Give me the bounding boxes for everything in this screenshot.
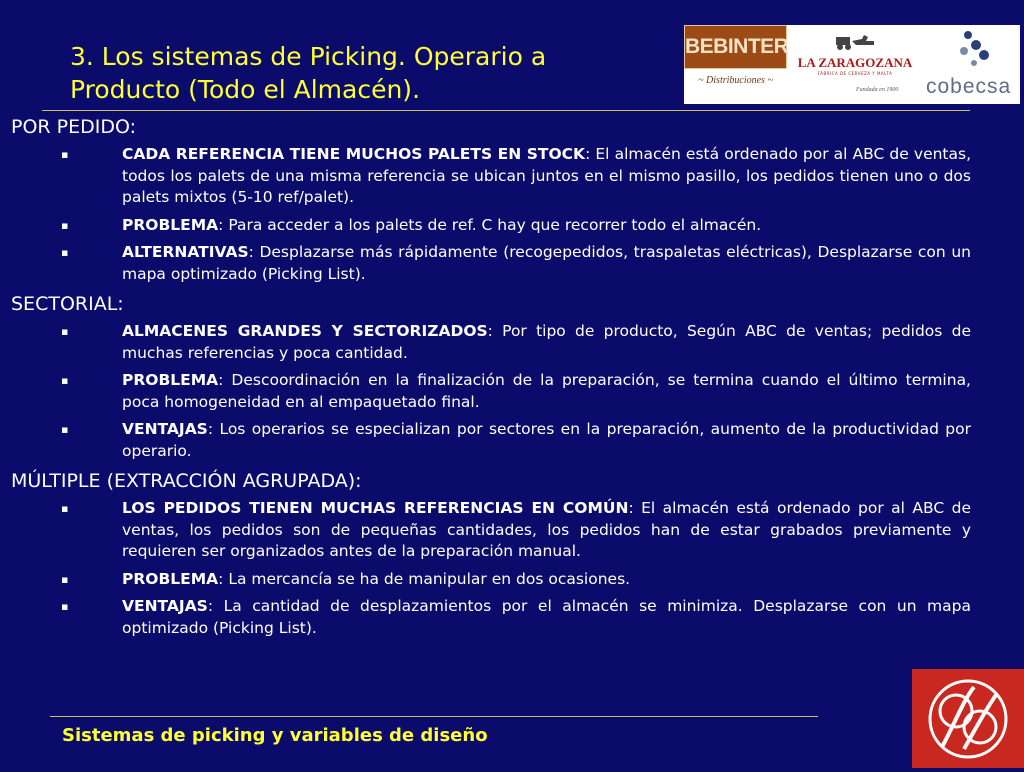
square-bullet-icon: ▪ (61, 600, 69, 613)
section-heading-suffix: : (129, 116, 137, 138)
bullet-text: : El almacén está ordenado por al ABC de ventas, todos los palets de una misma referencia se ubican juntos en el mismo pasillo, los pedidos tienen uno o dos palets mixtos (5-10 ref/palet). (122, 145, 972, 206)
horse-carriage-icon (834, 31, 878, 51)
bullet-lead: PROBLEMA (122, 215, 219, 234)
bullet-item (11, 242, 971, 285)
bebinter-logo (684, 25, 787, 104)
bullet-lead: ALTERNATIVAS (122, 243, 249, 261)
bullet-item (11, 569, 971, 591)
cobecsa-dots-icon (954, 29, 998, 73)
bullet-lead: VENTAJAS (122, 420, 208, 438)
section-heading (11, 468, 971, 494)
cobecsa-logo-name: cobecsa (926, 75, 1012, 98)
bullet-text: : La cantidad de desplazamientos por el almacén se minimiza. Desplazarse con un mapa optimizado (Picking List). (122, 597, 971, 637)
bullet-text: : El almacén está ordenado por al ABC de ventas, los pedidos son de pequeñas cantidades, los pedidos han de estar grabados previamente y requieren ser organizados antes de la preparación manual. (122, 499, 971, 560)
square-bullet-icon: ▪ (61, 502, 69, 515)
section-heading-suffix: : (355, 470, 362, 492)
square-bullet-icon: ▪ (61, 325, 69, 338)
cobecsa-logo (924, 25, 1020, 104)
la-zaragozana-logo-tagline: FÁBRICA DE CERVEZA Y MALTA (817, 71, 893, 76)
bullet-item (11, 419, 971, 462)
la-zaragozana-logo-script: Fundada en 1900 (856, 87, 899, 93)
section-heading (11, 291, 971, 317)
bullet-text: : Descoordinación en la finalización de la preparación, se termina cuando el último termina, poca homogeneidad en al empaquetado final. (122, 371, 971, 411)
bullet-item (11, 215, 971, 237)
bullet-lead: VENTAJAS (122, 597, 208, 615)
footer-divider (50, 716, 818, 717)
bullet-lead: LOS PEDIDOS TIENEN MUCHAS REFERENCIAS EN COMÚN (122, 499, 629, 517)
square-bullet-icon: ▪ (61, 148, 69, 161)
bullet-lead: PROBLEMA (122, 371, 219, 389)
monogram-graphic (912, 669, 1024, 768)
square-bullet-icon: ▪ (61, 374, 69, 387)
bullet-text: : Los operarios se especializan por sectores en la preparación, aumento de la productividad por operario. (122, 420, 971, 460)
section-heading-text: POR PEDIDO (11, 116, 130, 138)
slide-body (11, 114, 971, 645)
slide-title-line-1: 3. Los sistemas de Picking. Operario a (70, 42, 547, 71)
bullet-lead: ALMACENES GRANDES Y SECTORIZADOS (122, 322, 488, 340)
ipr-monogram-icon (912, 669, 1024, 768)
square-bullet-icon: ▪ (61, 218, 69, 232)
section-heading-text: MÚLTIPLE (EXTRACCIÓN AGRUPADA) (11, 470, 356, 492)
slide-title (70, 40, 590, 106)
square-bullet-icon: ▪ (61, 423, 69, 436)
square-bullet-icon: ▪ (61, 572, 69, 586)
section-heading (11, 114, 971, 140)
bullet-lead: CADA REFERENCIA TIENE MUCHOS PALETS EN STOCK (122, 145, 586, 163)
bullet-item (11, 370, 971, 413)
bullet-text: : Para acceder a los palets de ref. C hay que recorrer todo el almacén. (218, 215, 762, 234)
bullet-text: : La mercancía se ha de manipular en dos ocasiones. (218, 569, 631, 588)
footer-title: Sistemas de picking y variables de diseño (62, 725, 488, 746)
section-heading-text: SECTORIAL: (11, 293, 124, 315)
la-zaragozana-logo-name: LA ZARAGOZANA (797, 55, 913, 70)
bullet-item (11, 321, 971, 364)
bebinter-logo-tagline: ~ Distribuciones ~ (698, 75, 773, 86)
header-divider (42, 110, 970, 111)
bullet-item (11, 498, 971, 563)
bullet-text: : Por tipo de producto, Según ABC de ventas; pedidos de muchas referencias y poca cantidad. (122, 322, 971, 362)
bullet-item (11, 144, 971, 209)
square-bullet-icon: ▪ (61, 246, 69, 259)
bullet-item (11, 596, 971, 639)
slide-title-line-2: Producto (Todo el Almacén). (70, 75, 421, 104)
bullet-lead: PROBLEMA (122, 569, 219, 588)
la-zaragozana-logo (796, 25, 914, 104)
bebinter-logo-name: BEBINTER (684, 25, 787, 69)
sponsor-logos (684, 25, 1020, 104)
bullet-text: : Desplazarse más rápidamente (recogepedidos, traspaletas eléctricas), Desplazarse con un mapa optimizado (Picking List). (122, 243, 971, 283)
